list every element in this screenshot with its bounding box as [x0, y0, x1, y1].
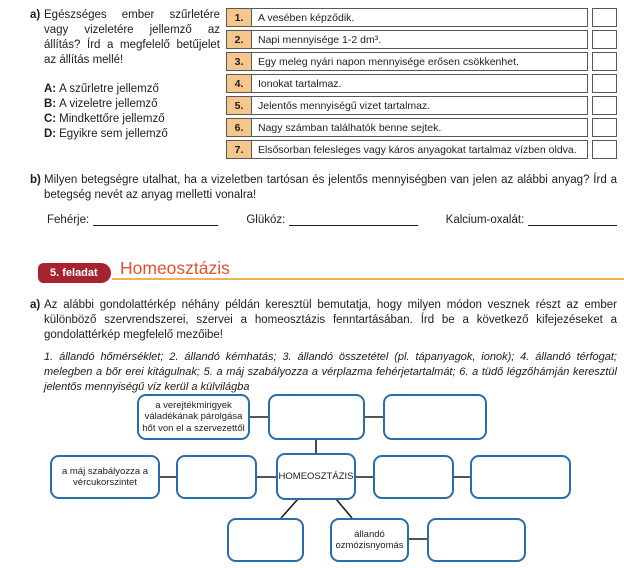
task4a-label: a)	[30, 9, 41, 21]
blank-glukoz	[246, 212, 417, 226]
task4a-question-column	[30, 8, 220, 142]
option-c-letter: C:	[44, 113, 57, 125]
task5-title: Homeosztázis	[120, 258, 230, 278]
statement-text: Jelentős mennyiségű vizet tartalmaz.	[252, 96, 588, 115]
task5a-instruction	[30, 298, 617, 343]
table-row	[226, 8, 617, 27]
task4b-label: b)	[30, 174, 41, 186]
liver-glucose-box: a máj szabályozza a vércukorszintet	[50, 455, 160, 499]
option-b	[44, 97, 220, 112]
row-number: 1.	[226, 8, 252, 27]
empty-box-top-right[interactable]	[383, 394, 487, 440]
option-a-letter: A:	[44, 83, 57, 95]
answer-cell[interactable]	[592, 96, 617, 115]
option-a-text: A szűrletre jellemző	[59, 83, 159, 95]
task5a-instruction-text: Az alábbi gondolattérkép néhány példán keresztül bemutatja, hogy milyen módon vesznek részt az ember különböző szervrendszerei, szervei a homeosztázis fenntartásában. Írd be a következő kifejezéseket a gondolattérkép megfelelő mezőibe!	[44, 299, 617, 341]
row-number: 5.	[226, 96, 252, 115]
option-a	[44, 82, 220, 97]
task5-heading	[30, 255, 617, 281]
empty-box-mid-right[interactable]	[373, 455, 454, 499]
statement-text: Egy meleg nyári napon mennyisége erősen csökkenhet.	[252, 52, 588, 71]
statement-text: A vesében képződik.	[252, 8, 588, 27]
answer-cell[interactable]	[592, 30, 617, 49]
task4a-question-text: Egészséges ember szűrletére vagy vizeletére jellemző az állítás? Írd a megfelelő betűjelet az állítás mellé!	[44, 9, 220, 66]
homeostasis-mindmap	[0, 391, 624, 568]
statement-text: Napi mennyisége 1-2 dm³.	[252, 30, 588, 49]
answer-key-options	[30, 82, 220, 142]
statement-text: Ionokat tartalmaz.	[252, 74, 588, 93]
statement-text: Nagy számban találhatók benne sejtek.	[252, 118, 588, 137]
table-row	[226, 140, 617, 159]
blank-kalcium-oxalat-label: Kalcium-oxalát:	[445, 214, 525, 226]
blank-feherje	[47, 212, 218, 226]
table-row	[226, 30, 617, 49]
empty-box-top-center[interactable]	[268, 394, 365, 440]
option-d-text: Egyikre sem jellemző	[59, 128, 168, 140]
option-c	[44, 112, 220, 127]
table-row	[226, 118, 617, 137]
blank-kalcium-oxalat	[446, 212, 617, 226]
task4a-section	[30, 8, 617, 159]
row-number: 6.	[226, 118, 252, 137]
statements-table	[226, 8, 617, 159]
osmotic-pressure-box: állandó ozmózisnyomás	[330, 518, 409, 562]
option-c-text: Mindkettőre jellemző	[59, 113, 165, 125]
answer-cell[interactable]	[592, 52, 617, 71]
task5a-label: a)	[30, 299, 41, 311]
answer-cell[interactable]	[592, 8, 617, 27]
empty-box-bottom-right[interactable]	[427, 518, 526, 562]
table-row	[226, 52, 617, 71]
row-number: 2.	[226, 30, 252, 49]
row-number: 3.	[226, 52, 252, 71]
blank-glukoz-line[interactable]	[289, 212, 417, 226]
blank-feherje-label: Fehérje:	[47, 214, 90, 226]
homeostasis-center-box: HOMEOSZTÁZIS	[276, 453, 356, 500]
blank-glukoz-label: Glükóz:	[246, 214, 286, 226]
blank-kalcium-oxalat-line[interactable]	[528, 212, 617, 226]
statement-text: Elsősorban felesleges vagy káros anyagokat tartalmaz vízben oldva.	[252, 140, 588, 159]
terms-list: 1. állandó hőmérséklet; 2. állandó kémhatás; 3. állandó összetétel (pl. tápanyagok, ionok); 4. állandó térfogat; melegben a bőr erei kitágulnak; 5. a máj szabályozza a vérplazma fehérjetartalmát; 6. a tüdő légzőhámján keresztül jelentős mennyiségű víz kerül a külvilágba	[44, 351, 617, 393]
task4b-question-text: Milyen betegségre utalhat, ha a vizeletben tartósan és jelentős mennyiségben van jelen az alábbi anyag? Írd a betegség nevét az anyag melletti vonalra!	[44, 174, 617, 201]
blank-feherje-line[interactable]	[93, 212, 218, 226]
empty-box-far-right[interactable]	[470, 455, 571, 499]
option-d	[44, 127, 220, 142]
option-b-letter: B:	[44, 98, 57, 110]
table-row	[226, 96, 617, 115]
empty-box-mid-left[interactable]	[176, 455, 257, 499]
option-d-letter: D:	[44, 128, 57, 140]
task4a-question	[30, 8, 220, 68]
answer-cell[interactable]	[592, 140, 617, 159]
task4b-question	[30, 173, 617, 203]
empty-box-bottom-left[interactable]	[227, 518, 304, 562]
table-row	[226, 74, 617, 93]
answer-cell[interactable]	[592, 118, 617, 137]
sweat-glands-box: a verejtékmirigyek váladékának párolgása hőt von el a szervezettől	[137, 394, 250, 440]
fill-in-blanks-row	[30, 212, 617, 226]
option-b-text: A vizeletre jellemző	[59, 98, 158, 110]
answer-cell[interactable]	[592, 74, 617, 93]
row-number: 7.	[226, 140, 252, 159]
task-number-badge: 5. feladat	[38, 263, 111, 283]
row-number: 4.	[226, 74, 252, 93]
